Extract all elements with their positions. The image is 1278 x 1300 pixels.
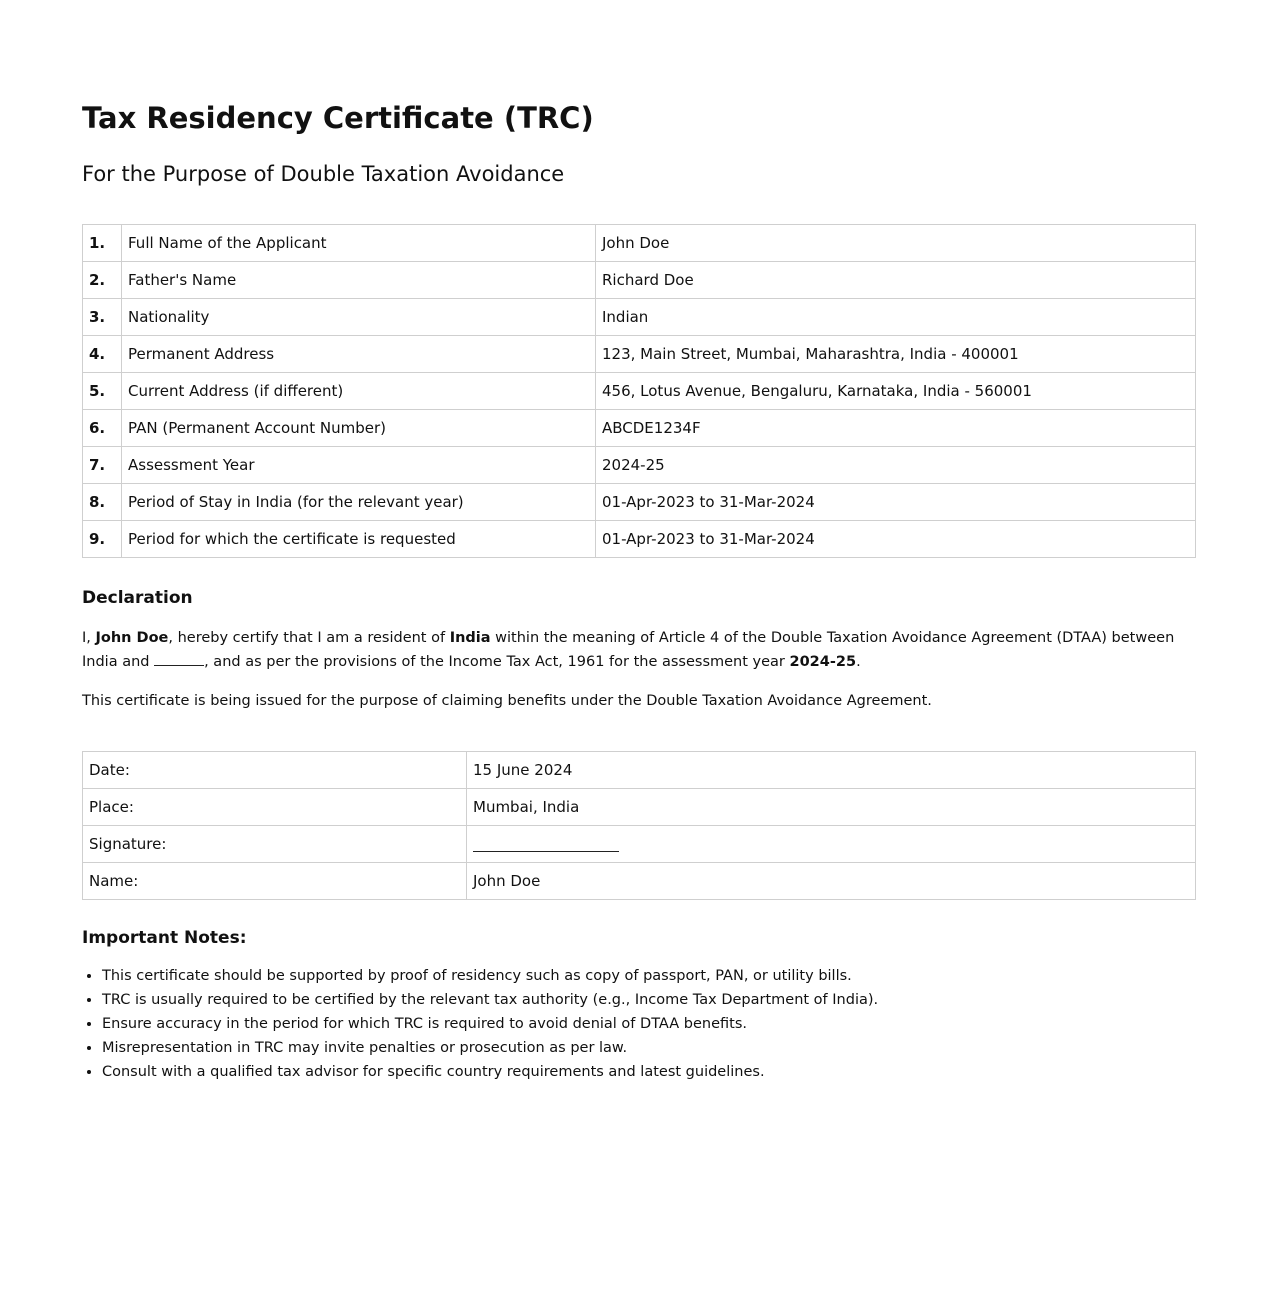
field-value: 2024-25	[596, 447, 1196, 484]
row-number: 5.	[83, 373, 122, 410]
table-row	[83, 225, 1196, 262]
field-label: Period of Stay in India (for the relevant year)	[122, 484, 596, 521]
declaration-part-2: within the meaning of Article 4 of the Double Taxation Avoidance Agreement (DTAA) between India and	[82, 630, 1175, 670]
declaration-part-3: , and as per the provisions of the Income Tax Act, 1961 for the assessment year	[204, 654, 790, 670]
row-number: 3.	[83, 299, 122, 336]
row-number: 8.	[83, 484, 122, 521]
field-label: PAN (Permanent Account Number)	[122, 410, 596, 447]
table-row	[83, 410, 1196, 447]
list-item: • Ensure accuracy in the period for which TRC is required to avoid denial of DTAA benefits.	[102, 1012, 1196, 1036]
declaration-text	[82, 626, 1196, 674]
signature-table	[82, 751, 1196, 900]
list-item: • TRC is usually required to be certified by the relevant tax authority (e.g., Income Tax Department of India).	[102, 988, 1196, 1012]
field-value: 456, Lotus Avenue, Bengaluru, Karnataka, India - 560001	[596, 373, 1196, 410]
row-number: 6.	[83, 410, 122, 447]
field-label: Current Address (if different)	[122, 373, 596, 410]
row-number: 7.	[83, 447, 122, 484]
table-row	[83, 863, 1196, 900]
table-row	[83, 826, 1196, 863]
name-label: Name:	[83, 863, 467, 900]
declaration-prefix: I,	[82, 630, 96, 646]
applicant-details-table	[82, 224, 1196, 558]
field-label: Father's Name	[122, 262, 596, 299]
document-title: Tax Residency Certificate (TRC)	[82, 101, 594, 135]
declarant-name: John Doe	[95, 630, 169, 646]
row-number: 4.	[83, 336, 122, 373]
table-row	[83, 336, 1196, 373]
notes-heading: Important Notes:	[82, 928, 247, 948]
field-value: John Doe	[596, 225, 1196, 262]
row-number: 9.	[83, 521, 122, 558]
list-item: • Misrepresentation in TRC may invite penalties or prosecution as per law.	[102, 1036, 1196, 1060]
list-item: • Consult with a qualified tax advisor for specific country requirements and latest guidelines.	[102, 1060, 1196, 1084]
field-value: 123, Main Street, Mumbai, Maharashtra, India - 400001	[596, 336, 1196, 373]
list-item: • This certificate should be supported by proof of residency such as copy of passport, PAN, or utility bills.	[102, 964, 1196, 988]
table-row	[83, 447, 1196, 484]
field-label: Permanent Address	[122, 336, 596, 373]
table-row	[83, 484, 1196, 521]
table-row	[83, 521, 1196, 558]
table-row	[83, 373, 1196, 410]
declaration-part-1: , hereby certify that I am a resident of	[168, 630, 450, 646]
place-value: Mumbai, India	[467, 789, 1196, 826]
table-row	[83, 262, 1196, 299]
purpose-statement: This certificate is being issued for the purpose of claiming benefits under the Double Taxation Avoidance Agreement.	[82, 693, 932, 709]
field-value: Richard Doe	[596, 262, 1196, 299]
assessment-year: 2024-25	[789, 654, 857, 670]
field-value: Indian	[596, 299, 1196, 336]
field-label: Full Name of the Applicant	[122, 225, 596, 262]
table-row	[83, 789, 1196, 826]
signature-cell	[467, 826, 1196, 863]
notes-list	[82, 964, 1196, 1084]
name-value: John Doe	[467, 863, 1196, 900]
residency-country: India	[449, 630, 491, 646]
table-row	[83, 299, 1196, 336]
row-number: 1.	[83, 225, 122, 262]
declaration-heading: Declaration	[82, 588, 193, 608]
date-label: Date:	[83, 752, 467, 789]
declaration-part-4: .	[856, 654, 861, 670]
signature-line	[473, 837, 619, 852]
field-label: Nationality	[122, 299, 596, 336]
document-subtitle: For the Purpose of Double Taxation Avoidance	[82, 162, 565, 186]
signature-label: Signature:	[83, 826, 467, 863]
field-value: 01-Apr-2023 to 31-Mar-2024	[596, 521, 1196, 558]
field-value: 01-Apr-2023 to 31-Mar-2024	[596, 484, 1196, 521]
field-label: Period for which the certificate is requested	[122, 521, 596, 558]
field-value: ABCDE1234F	[596, 410, 1196, 447]
country-blank-line	[154, 652, 204, 666]
table-row	[83, 752, 1196, 789]
date-value: 15 June 2024	[467, 752, 1196, 789]
field-label: Assessment Year	[122, 447, 596, 484]
place-label: Place:	[83, 789, 467, 826]
row-number: 2.	[83, 262, 122, 299]
